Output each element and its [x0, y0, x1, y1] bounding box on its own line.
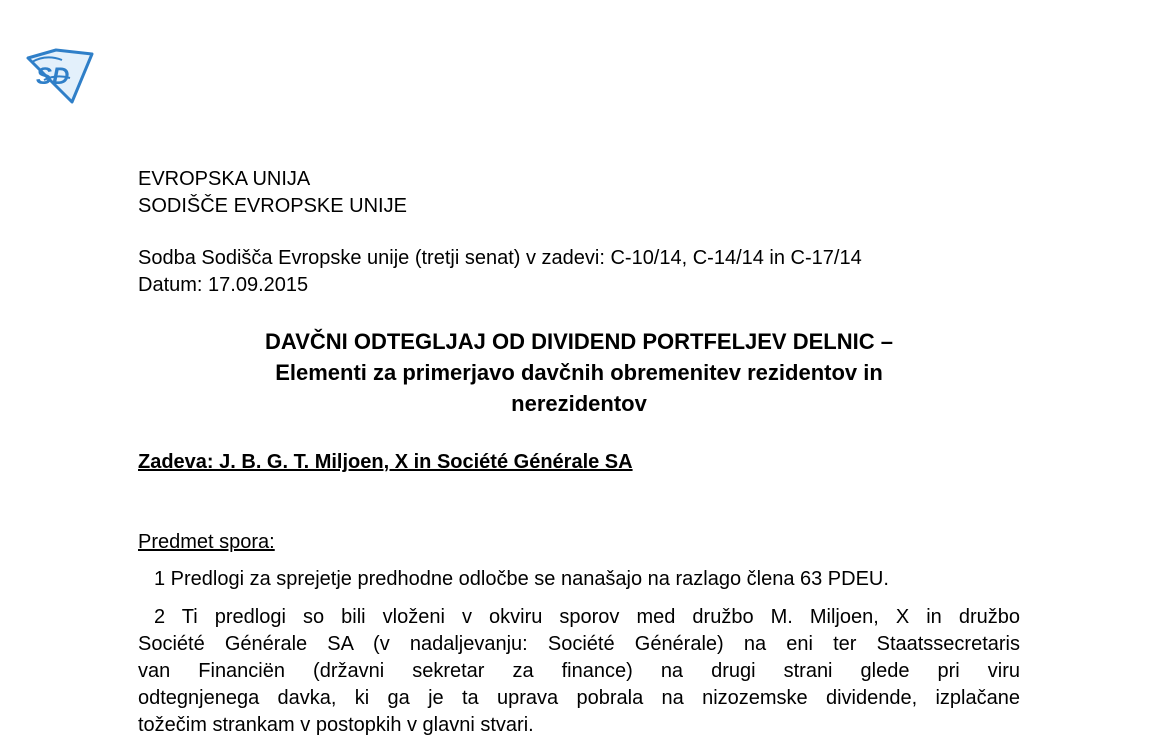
- paragraph-2: [138, 604, 1020, 739]
- judgment-date: Datum: 17.09.2015: [138, 274, 309, 296]
- paragraph-2-line: odtegnjenega davka, ki ga je ta uprava pobrala na nizozemske dividende, izplačane: [138, 687, 1020, 709]
- paragraph-2-line: tožečim strankam v postopkih v glavni stvari.: [138, 714, 534, 736]
- paragraph-1: 1 Predlogi za sprejetje predhodne odločbe se nanašajo na razlago člena 63 PDEU.: [154, 568, 889, 590]
- title-line-2: Elementi za primerjavo davčnih obremenitev rezidentov in: [275, 360, 883, 385]
- title-line-1: DAVČNI ODTEGLJAJ OD DIVIDEND PORTFELJEV DELNIC –: [265, 329, 893, 354]
- case-heading: Zadeva: J. B. G. T. Miljoen, X in Société Générale SA: [138, 451, 633, 473]
- judgment-reference: Sodba Sodišča Evropske unije (tretji senat) v zadevi: C-10/14, C-14/14 in C-17/14: [138, 247, 862, 269]
- court-header: [138, 166, 407, 220]
- paragraph-2-line: van Financiën (državni sekretar za finance) na drugi strani glede pri viru: [138, 660, 1020, 682]
- document-title: [138, 326, 1020, 419]
- subject-heading: Predmet spora:: [138, 531, 275, 553]
- paragraph-2-line: 2 Ti predlogi so bili vloženi v okviru sporov med družbo M. Miljoen, X in družbo: [154, 606, 1020, 628]
- paragraph-2-line: Société Générale SA (v nadaljevanju: Société Générale) na eni ter Staatssecretaris: [138, 633, 1020, 655]
- judgment-meta: [138, 245, 862, 299]
- header-court: SODIŠČE EVROPSKE UNIJE: [138, 195, 407, 217]
- header-union: EVROPSKA UNIJA: [138, 168, 311, 190]
- sd-shield-logo-icon: [22, 48, 96, 104]
- title-line-3: nerezidentov: [511, 391, 647, 416]
- svg-text:SD: SD: [36, 63, 70, 90]
